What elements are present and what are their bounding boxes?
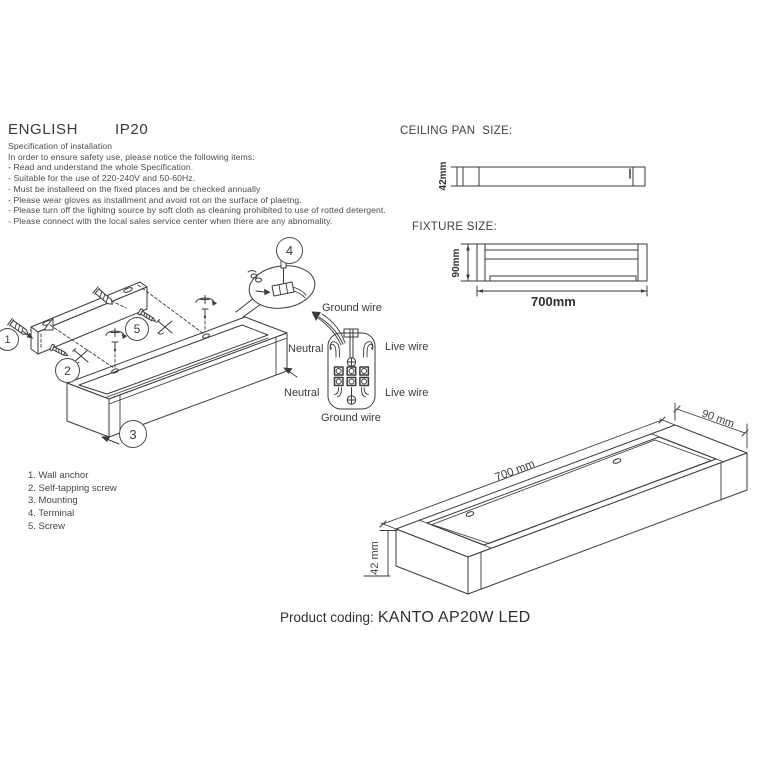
spec-item: - Please wear gloves as installment and avoid rot on the surface of plaetng.: [8, 194, 302, 205]
spec-item: - Must be installeed on the fixed places and be checked annually: [8, 183, 261, 194]
live-wire-top-label: Live wire: [385, 341, 429, 353]
direction-arrow: [283, 368, 297, 378]
fixture-body-iso: [67, 317, 287, 437]
installation-diagram: [0, 245, 335, 470]
iso-depth-dim: 90 mm: [700, 407, 736, 431]
product-coding-label: Product coding:: [280, 610, 374, 625]
fixture-dim-lines: [461, 244, 647, 296]
iso-length-dim: 700 mm: [493, 458, 537, 484]
screwdriving-icon: [106, 329, 127, 354]
callout-4: 4: [276, 237, 303, 264]
iso-fixture-diagram: [350, 398, 767, 610]
parts-item: 5. Screw: [28, 520, 65, 532]
screw-icon: [50, 344, 70, 358]
parts-item: 1. Wall anchor: [28, 470, 89, 481]
specification-block: [8, 141, 418, 227]
spec-item: - Read and understand the whole Specification.: [8, 162, 194, 173]
fixture-height-dim: 90mm: [451, 248, 462, 278]
ground-wire-bottom-label: Ground wire: [321, 412, 381, 424]
neutral-bottom-label: Neutral: [284, 387, 320, 399]
parts-item: 4. Terminal: [28, 508, 75, 520]
neutral-top-label: Neutral: [288, 343, 324, 355]
callout-3: 3: [119, 420, 147, 448]
parts-item: 2. Self-tapping screw: [28, 482, 117, 494]
fixture-profile: [477, 244, 647, 281]
parts-item: 3. Mounting: [28, 495, 78, 507]
ceiling-pan-height-dim: 42mm: [438, 161, 449, 191]
ceiling-pan-outline: [463, 167, 645, 186]
no-power-tool-icon: [157, 320, 172, 334]
terminal-block: [335, 367, 369, 386]
iso-fixture-body: [396, 425, 747, 594]
spec-item: - Suitable for the use of 220-240V and 50-60Hz.: [8, 173, 196, 184]
ceiling-pan-diagram: [420, 150, 665, 205]
ceiling-pan-dim-lines: [451, 167, 463, 186]
ceiling-pan-size-title: CEILING PAN SIZE:: [400, 125, 513, 137]
ground-exit-arrow: [312, 312, 346, 346]
fixture-length-dim: 700mm: [531, 294, 576, 309]
product-code: KANTO AP20W LED: [377, 609, 531, 626]
ground-wire-top-label: Ground wire: [322, 302, 382, 314]
ip-rating: IP20: [115, 121, 149, 138]
callout-2: 2: [55, 358, 80, 383]
direction-arrow: [101, 436, 119, 444]
iso-height-dim: 42 mm: [369, 541, 381, 575]
live-wire-bottom-label: Live wire: [385, 387, 429, 399]
spec-item: - Please connect with the local sales service center when there are any abnomality.: [8, 215, 333, 226]
spec-intro: In order to ensure safety use, please notice the following items:: [8, 151, 255, 162]
callout-5: 5: [125, 317, 149, 341]
spec-title: Specification of installation: [8, 141, 113, 151]
fixture-size-title: FIXTURE SIZE:: [412, 221, 498, 233]
parts-list: [28, 470, 117, 534]
screwdriving-icon: [196, 296, 217, 321]
product-coding: [280, 609, 531, 627]
spec-item: - Please turn off the lighitng source by soft cloth as cleaning prohibited to use of rotted detergent.: [8, 205, 386, 216]
callout-1: 1: [0, 328, 19, 351]
language-title: ENGLISH: [8, 121, 79, 138]
